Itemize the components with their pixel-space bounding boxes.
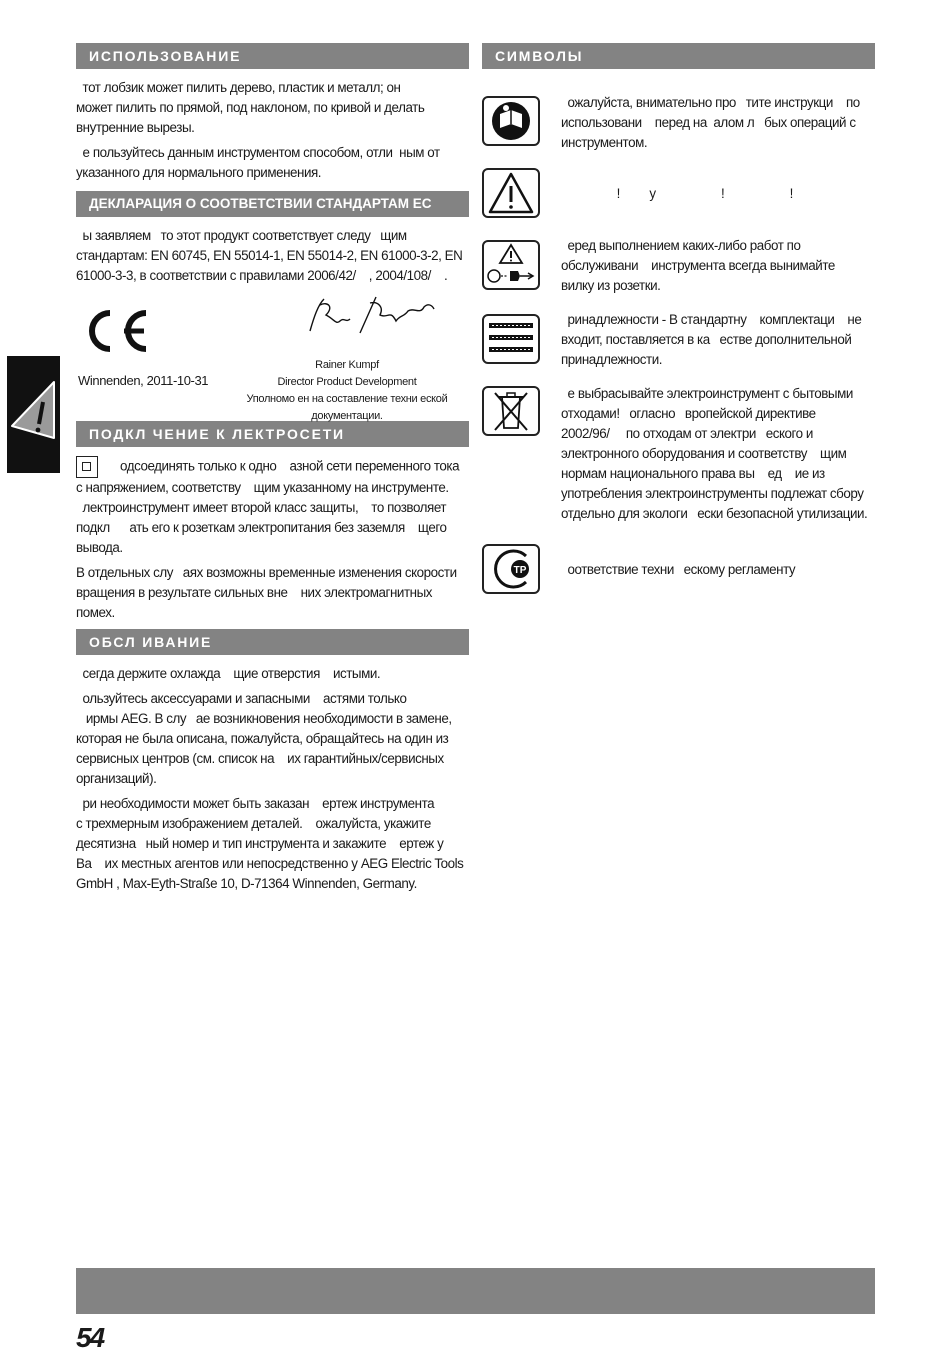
footer-bar [76, 1268, 875, 1314]
side-warning-tab [7, 356, 60, 473]
symbol-text-warning: ! у ! ! [561, 186, 793, 201]
connection-paragraph-2: В отдельных слу аях возможны временные изменения скорости вращения в результате сильных вне них электромагнитных помех. [76, 565, 457, 620]
side-warning-icon [10, 380, 58, 440]
weee-bin-icon [482, 386, 540, 436]
ce-mark-icon [80, 305, 152, 355]
declaration-section [76, 191, 469, 422]
page-number: 54 [76, 1322, 104, 1353]
signer-note-line-1: Уполномо ен на составление техни еской [246, 393, 448, 405]
svg-text:ТР: ТР [513, 565, 527, 576]
maintenance-paragraph-1: сегда держите охлажда щие отверстия истыми. [76, 666, 381, 681]
symbol-text-read-manual: ожалуйста, внимательно про тите инструкци по использовани перед на алом л бых операций с инструментом. [561, 95, 860, 150]
declaration-date: Winnenden, 2011-10-31 [78, 373, 209, 388]
usage-heading: ИСПОЛЬЗОВАНИЕ [76, 43, 469, 69]
declaration-heading: ДЕКЛАРАЦИЯ О СООТВЕТСТВИИ СТАНДАРТАМ ЕС [76, 191, 469, 217]
signature-block [76, 291, 469, 422]
class-ii-insulation-icon [76, 456, 98, 478]
symbol-text-unplug: еред выполнением каких-либо работ по обслуживани инструмента всегда вынимайте вилку из розетки. [561, 238, 835, 293]
accessories-icon [482, 314, 540, 364]
usage-paragraph-2: е пользуйтесь данным инструментом способом, отли ным от указанного для нормального применения. [76, 145, 440, 180]
warning-icon [482, 168, 540, 218]
symbol-text-accessories: ринадлежности - В стандартну комплектаци не входит, поставляется в ка естве дополнительной принадлежности. [561, 312, 862, 367]
connection-heading: ПОДКЛ ЧЕНИЕ К ЛЕКТРОСЕТИ [76, 421, 469, 447]
symbol-text-gost: оответствие техни ескому регламенту [561, 562, 796, 577]
usage-section [76, 43, 469, 183]
connection-paragraph-1-text: одсоединять только к одно азной сети переменного тока с напряжением, соответству щим указанному на инструменте. лектроинструмент имеет второй класс защиты, то позволяет подкл ать его к розеткам электропитания без заземля щего вывода. [76, 458, 460, 555]
right-column [482, 43, 875, 577]
left-column [76, 43, 469, 900]
signer-note-line-2: документации. [311, 410, 383, 422]
maintenance-section [76, 629, 469, 894]
read-manual-icon [482, 96, 540, 146]
gost-tr-icon [482, 544, 540, 594]
maintenance-paragraph-3: ри необходимости может быть заказан ертеж инструмента с трехмерным изображением деталей. ожалуйста, укажите десятизна ный номер и тип инструмента и закажите ертеж у Ва их местных агентов или непосредственно у AEG Electric Tools GmbH , Max-Eyth-Straße 10, D-71364 Winnenden, Germany. [76, 796, 464, 891]
usage-paragraph-1: тот лобзик может пилить дерево, пластик и металл; он может пилить по прямой, под наклоном, по кривой и делать внутренние вырезы. [76, 80, 425, 135]
unplug-icon [482, 240, 540, 290]
signer-name: Rainer Kumpf [315, 359, 379, 371]
symbols-heading: СИМВОЛЫ [482, 43, 875, 69]
declaration-paragraph: ы заявляем то этот продукт соответствует следу щим стандартам: EN 60745, EN 55014-1, EN 55014-2, EN 61000-3-2, EN 61000-3-3, в соответствии с правилами 2006/42/ , 2004/108/ . [76, 228, 463, 283]
signer-info [242, 357, 452, 425]
connection-section [76, 421, 469, 623]
maintenance-heading: ОБСЛ ИВАНИЕ [76, 629, 469, 655]
maintenance-paragraph-2: ользуйтесь аксессуарами и запасными астями только ирмы AEG. В слу ае возникновения необходимости в замене, которая не была описана, пожалуйста, обращайтесь на один из сервисных центров (см. список на их гарантийных/сервисных организаций). [76, 691, 452, 786]
signer-role: Director Product Development [277, 376, 417, 388]
symbol-text-weee: е выбрасывайте электроинструмент с бытовыми отходами! огласно вропейской директиве 2002/96/ по отходам от электри еского и электронного оборудования и соответству щим нормам национального права вы ед ие из употребления электроинструменты подлежат сбору отдельно для экологи ески безопасной утилизации. [561, 386, 868, 521]
handwritten-signature [304, 293, 438, 339]
connection-paragraph-1 [76, 456, 469, 558]
